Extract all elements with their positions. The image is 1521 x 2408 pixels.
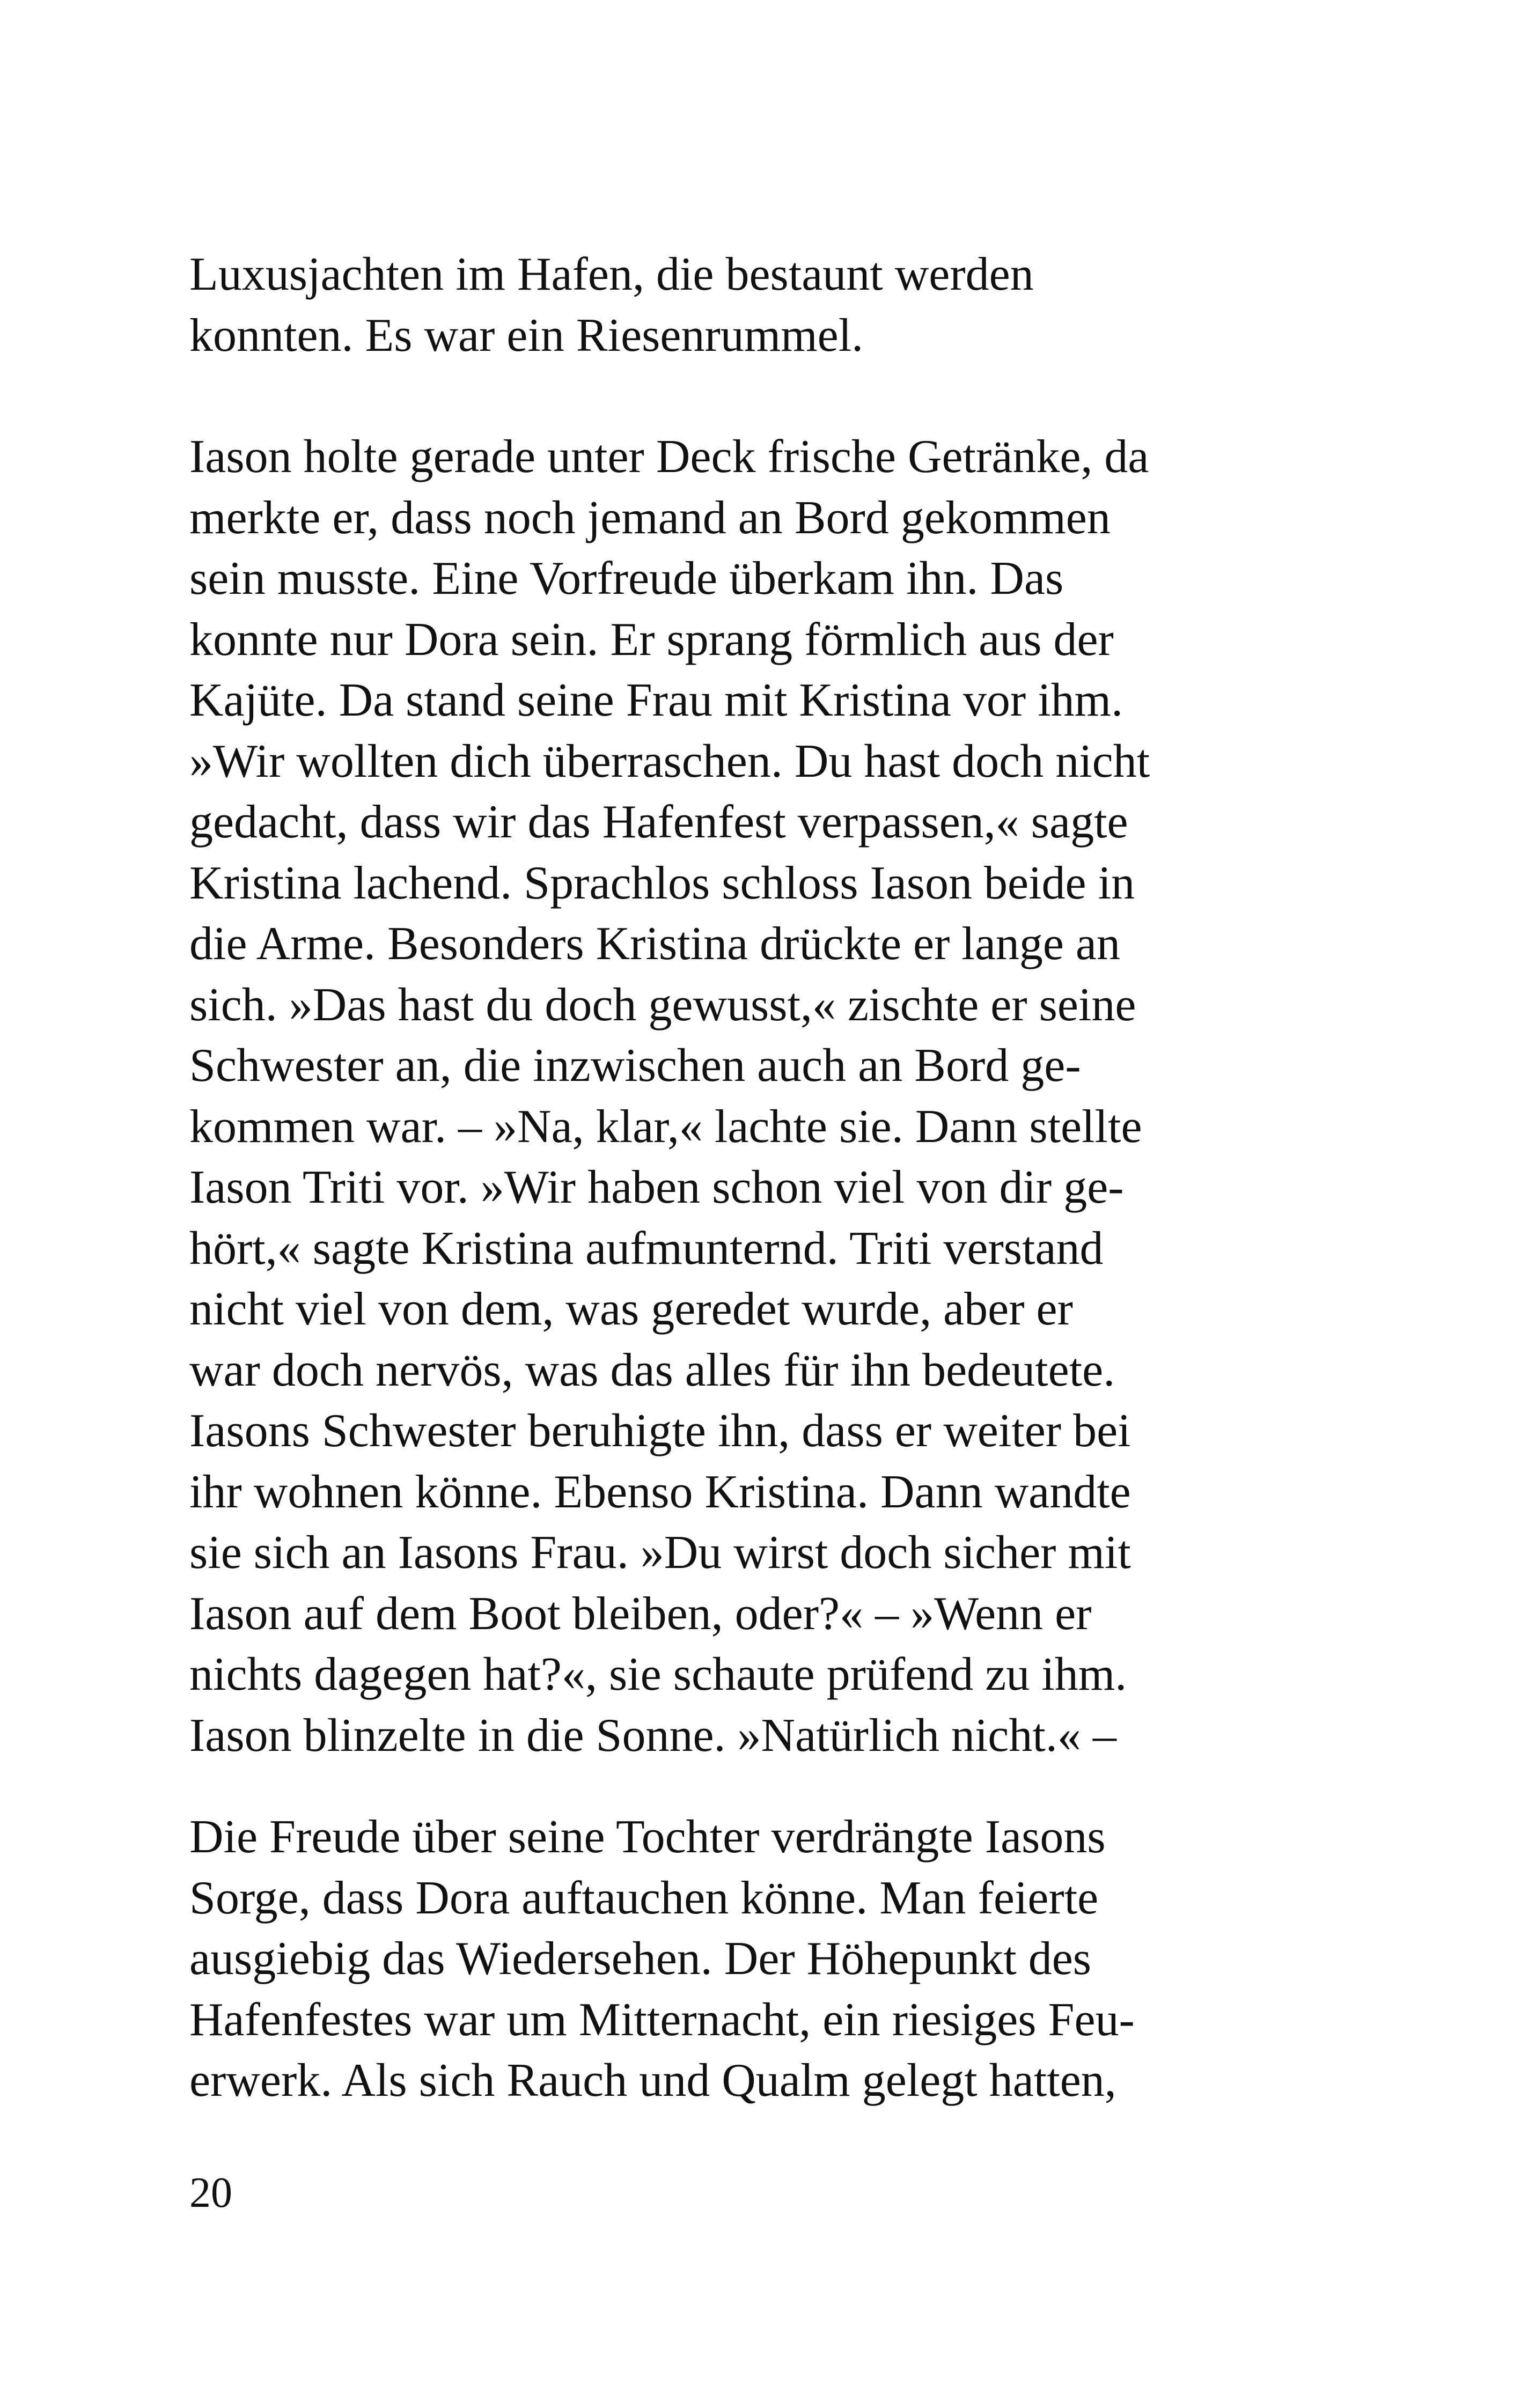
text-line: konnten. Es war ein Riesenrummel. <box>189 309 864 362</box>
text-line: war doch nervös, was das alles für ihn bedeutete. <box>189 1344 1115 1396</box>
page-number: 20 <box>189 2169 232 2216</box>
paragraph-2 <box>189 426 1348 1766</box>
text-line: Luxusjachten im Hafen, die bestaunt werden <box>189 248 1034 300</box>
text-line: konnte nur Dora sein. Er sprang förmlich aus der <box>189 613 1114 666</box>
text-line: merkte er, dass noch jemand an Bord gekommen <box>189 491 1111 544</box>
text-line: sie sich an Iasons Frau. »Du wirst doch sicher mit <box>189 1527 1131 1579</box>
text-line: Kajüte. Da stand seine Frau mit Kristina vor ihm. <box>189 674 1123 726</box>
text-line: ausgiebig das Wiedersehen. Der Höhepunkt des <box>189 1933 1092 1985</box>
text-line: »Wir wollten dich überraschen. Du hast doch nicht <box>189 735 1150 787</box>
text-line: hört,« sagte Kristina aufmunternd. Triti verstand <box>189 1222 1104 1275</box>
text-line: gedacht, dass wir das Hafenfest verpassen,« sagte <box>189 796 1128 848</box>
text-line: kommen war. – »Na, klar,« lachte sie. Dann stellte <box>189 1100 1142 1153</box>
text-line: die Arme. Besonders Kristina drückte er lange an <box>189 918 1120 970</box>
paragraph-1 <box>189 244 1348 366</box>
text-line: sein musste. Eine Vorfreude überkam ihn. Das <box>189 553 1064 605</box>
text-line: Hafenfestes war um Mitternacht, ein riesiges Feu- <box>189 1993 1135 2046</box>
text-line: Iason holte gerade unter Deck frische Getränke, da <box>189 431 1149 483</box>
text-line: Iasons Schwester beruhigte ihn, dass er weiter bei <box>189 1405 1131 1457</box>
text-line: Iason blinzelte in die Sonne. »Natürlich nicht.« – <box>189 1709 1116 1762</box>
text-line: erwerk. Als sich Rauch und Qualm gelegt hatten, <box>189 2054 1116 2107</box>
paragraph-3 <box>189 1807 1348 2111</box>
text-line: sich. »Das hast du doch gewusst,« zischte er seine <box>189 978 1136 1031</box>
text-line: nicht viel von dem, was geredet wurde, aber er <box>189 1283 1073 1335</box>
text-line: Schwester an, die inzwischen auch an Bord ge- <box>189 1040 1081 1092</box>
text-line: nichts dagegen hat?«, sie schaute prüfend zu ihm. <box>189 1648 1127 1700</box>
text-line: Iason Triti vor. »Wir haben schon viel von dir ge- <box>189 1161 1124 1213</box>
text-line: Iason auf dem Boot bleiben, oder?« – »Wenn er <box>189 1587 1092 1640</box>
text-line: Kristina lachend. Sprachlos schloss Iason beide in <box>189 857 1135 909</box>
text-line: Sorge, dass Dora auftauchen könne. Man feierte <box>189 1872 1099 1924</box>
text-line: Die Freude über seine Tochter verdrängte Iasons <box>189 1811 1106 1863</box>
text-line: ihr wohnen könne. Ebenso Kristina. Dann wandte <box>189 1466 1131 1518</box>
